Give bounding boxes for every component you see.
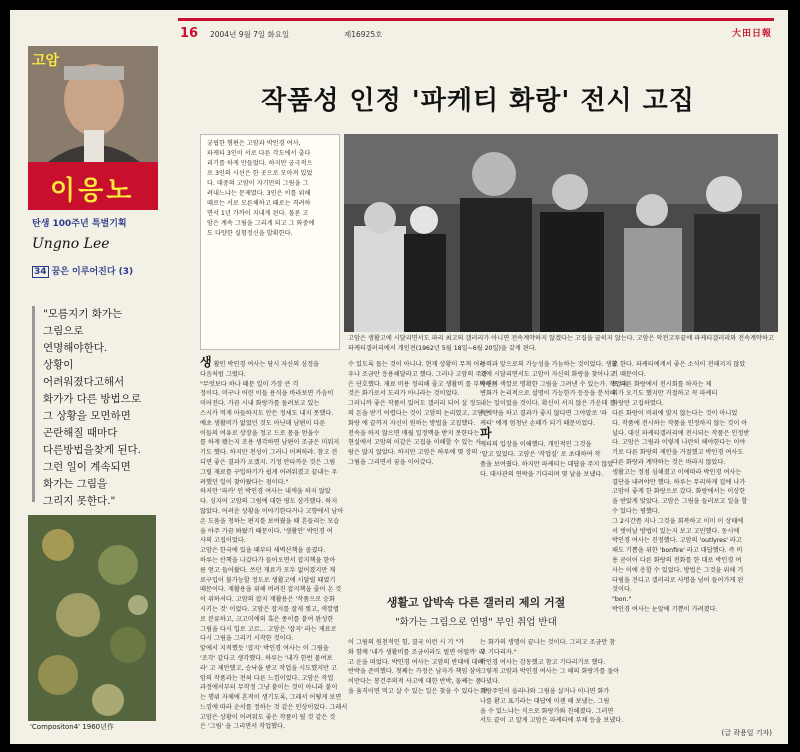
masthead-logo: 大田日報	[731, 29, 772, 39]
body-line: 그림을 다시 입로 고르... 고암은 '잡지' 라는 재료로	[200, 625, 337, 633]
intro-line: 리기를 하게 만들었다. 하지만 궁극적으	[207, 160, 313, 167]
body-line: 고 기다리자."	[480, 648, 517, 656]
body-line: 내는 일이었을 것이다. 확신이 서지 않은 가운데 전	[480, 400, 616, 408]
body-line: 않았다. 어려운 상황을 이야기한다거나 고향에서 남아	[200, 507, 344, 515]
body-line: 은 '그림' 을 그리면서 작업했다.	[200, 723, 285, 731]
body-line: 속계약을 하고 결과가 좋지 않다면 그야말로 '파	[480, 409, 608, 417]
intro-line: 면서 1년 가까이 지내게 된다. 물론 고	[207, 210, 309, 217]
quote-line: 상황이	[43, 359, 74, 371]
body-line: 고 한다. 파케티에게서 좋은 소식이 전해지지 않았	[612, 361, 746, 368]
body-line: 고암은 한국에 있을 때부터 새벽산책을 즐겼다.	[200, 547, 326, 555]
body-line: 고암이 좋게 한 화랑으로 갔다. 화랑에서는 이상한	[612, 488, 746, 496]
body-line: 려했던 일이 찾아왔다는 점이다."	[200, 478, 289, 486]
quote-line: 어려워졌다고해서	[43, 376, 125, 388]
body-line: 현실에서 고암의 이같은 고집을 이해할 수 있는 사	[348, 439, 482, 447]
body-line: 생활고는 정점 심해졌고 이에따라 박인경 여사는	[612, 468, 742, 476]
body-line: 다. 고암은 그림과 이렇게 나란히 해야한다는 이야	[612, 439, 746, 447]
body-line: 박인경 여사는 감동했고 참고 기다리기로 했다.	[480, 658, 606, 666]
body-line: 사의 고집이었다.	[200, 537, 246, 545]
intro-box	[200, 134, 340, 350]
body-line: 다. 대사관의 연락을 기다리며 몇 날을 보냈다.	[480, 470, 604, 478]
body-line: 다시 그림을 그리기 시작한 것이다.	[200, 635, 294, 643]
body-line: 화랑 에 끝까지 자신이 원하는 방법을 고집했다.	[348, 419, 476, 427]
body-line: 자신의 색깔로 명확한 그림을 그려낸 수 있는가. 작업의	[480, 380, 628, 388]
body-line: 화랑주인이 올라나와 그림을 살거나 이니면 화가	[480, 687, 610, 695]
body-line: 해도 기쁨을 위한 'bonfire' 라고 대답했다. 즉 비	[612, 547, 743, 555]
body-line: 케티' 에게 엄청난 손해가 되기 때문이었다.	[480, 419, 596, 427]
body-line: 다림을 견디고 갤러리로 사명을 넘어 들어가게 된	[612, 576, 744, 584]
body-line: 을 움직이면 먹고 살 수 있는 일은 찾을 수 있다는 것.	[348, 687, 490, 695]
body-line: 그림을 그리면서 꿈을 이어갔다.	[348, 458, 434, 466]
body-line: 암의 작품과는 전혀 다른 느낌이었다. 고암은 작업	[200, 674, 334, 682]
body-line: 전속을 하지 않으면 매월 일정액을 받지 못한다는	[348, 429, 480, 437]
artwork-image	[28, 515, 156, 721]
body-line: 기 때문이다.	[612, 370, 646, 378]
page-number: 16	[180, 26, 199, 41]
body-line: '조각' 같다고 생각했다. 하루는 '내가 한번 붙여보	[200, 654, 333, 662]
newspaper-page	[10, 10, 788, 744]
body-column-2	[348, 360, 498, 570]
series-tag: 고암	[32, 53, 60, 69]
body-line: 온 도움을 청하는 편지를 보여줬을 때 흔들리는 모습	[200, 517, 340, 525]
subheadline-secondary: "화가는 그림으로 연명" 부인 취업 반대	[395, 617, 557, 628]
body-line: 고 운을 떠었다. 박인경 여사는 고암의 반대에 대해	[348, 658, 484, 666]
body-line: 서도 끝이 고 알게 고암은 파케티에 부채 등을 보냈다.	[480, 717, 624, 725]
body-line: '알고 있었다. 고암은 '작업실' 로 초대하여 작	[480, 451, 601, 459]
body-line: 결단을 내려야만 했다. 하루는 무리하게 집에 나가	[612, 478, 746, 486]
body-line: 은 단호했다. 재료 비용 정리해 줄고 생활비 를 부탁하는	[348, 380, 498, 388]
body-line: 우나 조금만 응용해달라고 했다. 그러나 고암의 주장	[348, 370, 488, 378]
body-line: 료구입이 불가능할 정도로 생활고에 시달릴 때였기	[200, 576, 336, 584]
body-column-1	[200, 355, 348, 738]
body-line: 고암은 상황이 어려워도 좋은 작품이 될 것 같은 것	[200, 713, 336, 721]
body-line: 와 함께 '내가 생활비를 조금이라도 벌면 어떨까' 라	[348, 648, 485, 656]
body-line: 정이다. 미구나 어린 이들 용식을 바라보면 가슴이	[200, 390, 334, 398]
body-line: 그러니까 좋은 작품이 있어도 갤러리 되어 살 정도	[348, 400, 482, 408]
photo-caption: 고암은 생활고에 시달리면서도 파리 최고의 갤러리가 아니면 전속계약하지 않겠다는 고집을 굽히지 않는다. 고암은 악전고투끝에 파케티갤러리와 전속계약하고 파케티갤러리에서 개인전(1962년 5월 18일~6월 20일)을 갖게 된다.	[348, 335, 774, 352]
body-line: 이 그림의 원천적인 힘, 결국 이런 시 기 "가	[348, 639, 465, 646]
body-line: 앞에서 지적했듯 '잡지' 박인경 여사는 이 그림을	[200, 645, 329, 653]
body-line: 수 있도록 돕는 것이 아니냐. 현재 상황이 무척 어려	[348, 361, 486, 368]
body-line: 느낌에 따라 순서를 정하는 것 같은 인상이었다. 그래서	[200, 703, 348, 711]
body-line: 박인경 여사는 진정했다. 고암의 'outlyres' 라고	[612, 537, 742, 545]
body-column-3	[480, 360, 628, 570]
centennial-label: 탄생 100주년 특별기획	[32, 219, 127, 229]
body-line: 을 수 있느냐는 식으로 화랑가와 친해졌다. 그러면	[480, 707, 614, 715]
intro-line: 로 3인의 시선은 한 곳으로 모아져 있었	[207, 170, 313, 177]
quote-line: 곤란해질 때마다	[43, 427, 118, 439]
intro-line: 려내느냐는 문제였다. 3인은 이를 위해	[207, 190, 311, 197]
body-line: 그 2시간쯤 지나 그것을 회복하고 이미 이 상태에	[612, 517, 744, 525]
pull-quote	[32, 306, 171, 507]
body-line: 이만다는 봉건주의적 사고에 대한 반박, 둘째는 몸	[348, 678, 482, 686]
headline: 작품성 인정 '파케티 화랑' 전시 고집	[261, 86, 695, 116]
body-line: 나를 환고 표기라는 대답에 이젠 해 보냈는. 그림	[480, 697, 610, 705]
body-line: 것이다.	[612, 586, 632, 594]
body-line	[480, 425, 604, 441]
body-line: 반박을 준비했다. 첫째는 가정은 남자가 책임 삼아	[348, 668, 482, 676]
body-column-4	[612, 360, 774, 740]
intro-line: 때로는 서로 모른체하고 때로는 격려하	[207, 200, 311, 207]
body-line: 하루는 산책을 나갔다가 들어오면서 잡지책을 한아	[200, 556, 336, 564]
quote-line: 화가는 그림을	[43, 478, 108, 490]
body-line: 디면 좋은 결과가 오겠지. 기정 안타까운 것은 그림	[200, 458, 336, 466]
quote-line: 연명해야한다.	[43, 342, 108, 354]
body-line: 다. 작품에 전시하는 작품을 인정하지 않는 것이 아	[612, 419, 748, 427]
body-line: 의 돈을 받기 어렵다는 것이 고암의 논리였고, 고암은	[348, 409, 490, 417]
quote-line: "모름지기 화가는	[43, 308, 123, 320]
body-line: 사는 이에 응할 수 있었다. 방법은 그것을 위해 기	[612, 566, 744, 574]
body-line: 수 있다는 평했다.	[612, 507, 660, 515]
body-line: 또 다른 화랑에서 전시회를 하자는 제	[612, 380, 712, 388]
body-line: 이 위하셔다. 고암의 잡지 재활용은 '작품으로 승화	[200, 596, 336, 604]
body-line: 능력과 앞으로의 가능성을 가늠하는 것이었다. 생활	[480, 361, 618, 368]
quote-line: 그 상황을 모면하면	[43, 410, 131, 422]
byline: (글 곽용일 기자)	[721, 729, 772, 737]
body-line: "무엇보다 하나 때문 일이 가장 큰 걱	[200, 380, 299, 388]
body-line	[200, 355, 342, 370]
body-line: 을 아주 가끔 봐왔기 때문이다. '생활인' 박인경 여	[200, 527, 333, 535]
intro-line: 다. 대중의 고암이 자기만의 그림을 그	[207, 180, 309, 187]
quote-line: 다른방법을찾게 된다.	[43, 444, 141, 456]
body-line: 하지만 '파카' 인 박인경 여사는 내색을 하지 않았	[200, 488, 331, 496]
intro-line: 암은 계속 그림을 그리게 되고 그 와중에	[207, 220, 315, 227]
body-line: 스시카 먹게 아들하지도 안든 정세도 내지 못했다.	[200, 409, 334, 417]
body-line: 람은 많지 않았다. 하지만 고암은 하루에 몇 장의	[348, 449, 478, 457]
body-line: 케티의 입장을 이해했다. 개인적인 그것을	[480, 441, 592, 449]
main-photo	[344, 134, 778, 332]
body-column-3-lower	[480, 638, 624, 738]
body-line: 때문이다. 재활용을 위해 버려진 잡지책을 줄어 온 것	[200, 586, 342, 594]
quote-line: 화가가 다른 방법으로	[43, 393, 141, 405]
body-line: "bon."	[612, 596, 632, 604]
dropcap: 파	[480, 425, 492, 440]
dropcap: 생	[200, 355, 212, 369]
body-line: 의가 오기도 했지만 거절하고 꼭 파케티	[612, 390, 718, 398]
series-title: 꿈은 이루어진다 (3)	[51, 267, 134, 277]
body-line: 로 분류하고, 크고미에의 혹은 종이를 붙여 완성한	[200, 615, 334, 623]
body-line: 것은 화가로서 도리가 아니라는 것이었다.	[348, 390, 460, 398]
body-line: 화랑만 고집하였다.	[612, 400, 664, 408]
body-line: 시키는 것' 이었다. 고암은 잡지를 잘게 찢고, 색깔별	[200, 605, 339, 613]
body-line: 기도 했다. 하지만 천성이 그러니 어쩌하랴. 참고 견	[200, 449, 338, 457]
subheadline: 생활고 압박속 다른 갤러리 제의 거절	[386, 596, 566, 609]
intro-line: 파케티 3인이 서로 다른 각도에서 출다	[207, 150, 311, 157]
body-line: 그렇게 고암과 박인경 여사는 그 해의 화랑가를 돌아	[480, 668, 620, 676]
body-line: 라' 고 제안했고, 승낙을 받고 작업을 시도했지만 고	[200, 664, 337, 672]
artist-name: 이응노	[50, 176, 135, 206]
body-line: 다른 화랑과 계약하는 것은 바라지 않았다.	[612, 458, 726, 466]
body-line-text: 활인 박인경 여사는 당시 자신의 심정을	[213, 361, 320, 368]
dateline: 2004년 9월 7일 화요일	[210, 30, 290, 39]
body-line: 예초 생활비가 없었던 것도 아닌데 남편이 다른	[200, 419, 326, 427]
series-number-badge: 34	[34, 267, 47, 277]
body-line: 고에 시달리면서도 고암이 자신의 화랑을 찾아나고	[480, 370, 616, 378]
header-rule	[178, 18, 774, 21]
quote-line: 그런 일이 계속되면	[43, 461, 131, 473]
body-line: 품을 보여줬다. 하지만 파케티는 대답을 주지 않았	[480, 460, 614, 468]
body-line: 다른 화랑이 비위에 맞지 않는다는 것이 아니었	[612, 409, 738, 417]
body-line: 그릴 재료를 구입하기가 쉽게 어려워졌고 끝내는 우	[200, 468, 338, 476]
body-line: 을 받았게 맞았다. 고암은 그림을 들러보고 일을 할	[612, 498, 748, 506]
artwork-caption: 'Compositon4' 1960년作	[30, 723, 114, 731]
quote-line: 그리지 못한다."	[43, 495, 116, 507]
quote-line: 그림으로	[43, 325, 84, 337]
body-line: 기로 다른 화랑의 제안을 거절했고 박인경 여사도	[612, 449, 744, 457]
series-number	[32, 264, 133, 278]
body-line: 과정에서부터 무작정 그냥 붙이는 것이 아니라 붙이	[200, 684, 338, 692]
artist-signature: Ungno Lee	[32, 236, 110, 252]
intro-line: 궁핍한 형편은 고암과 박인경 여사,	[207, 140, 301, 147]
body-line: 용 곧이어 다른 화랑의 전화를 한 대로 박인경 여	[612, 556, 742, 564]
body-line: 다. 싱지어 고암의 그림에 대한 평도 삼가했다. 하지	[200, 498, 338, 506]
body-line: 변화가 논리적으로 설명이 가능한가 등등을 분석해	[480, 390, 616, 398]
body-line: 박인경 여사는 눈앞에 기쁨이 가려졌다.	[612, 605, 718, 613]
body-line: 는 행위 자체에 흔적이 생기도록, 그래서 어떻게 보면	[200, 694, 342, 702]
body-line: 미어진다. 가끔 시내 화랑가를 돌려보고 있는	[200, 400, 320, 408]
issue-number: 제16925호	[344, 30, 383, 39]
body-line: 다녔다.	[480, 678, 500, 686]
body-line: 닐다. 대신 파케티갤러리에 전시되는 작품은 인정받	[612, 429, 750, 437]
body-line: 이들의 여유로 상장을 정고 드로 몸을 얻을수	[200, 429, 320, 437]
body-line: 다음처럼 그렸다.	[200, 370, 246, 378]
intro-line: 도 다양한 실험정신을 발휘한다.	[207, 230, 293, 237]
body-line: 름 얻고 들어왔다. 쓰던 재료가 모두 없어졌지만 재	[200, 566, 336, 574]
body-line: 서 벗어날 방법이 있는지 보고 고민했다. 동시에	[612, 527, 740, 535]
body-line: 를 하게 됐는지 조용 생각하면 남편이 조금은 미워지	[200, 439, 340, 447]
body-line: 는 화가의 생명이 끝나는 것이다. 그리고 조금만 참	[480, 639, 616, 646]
